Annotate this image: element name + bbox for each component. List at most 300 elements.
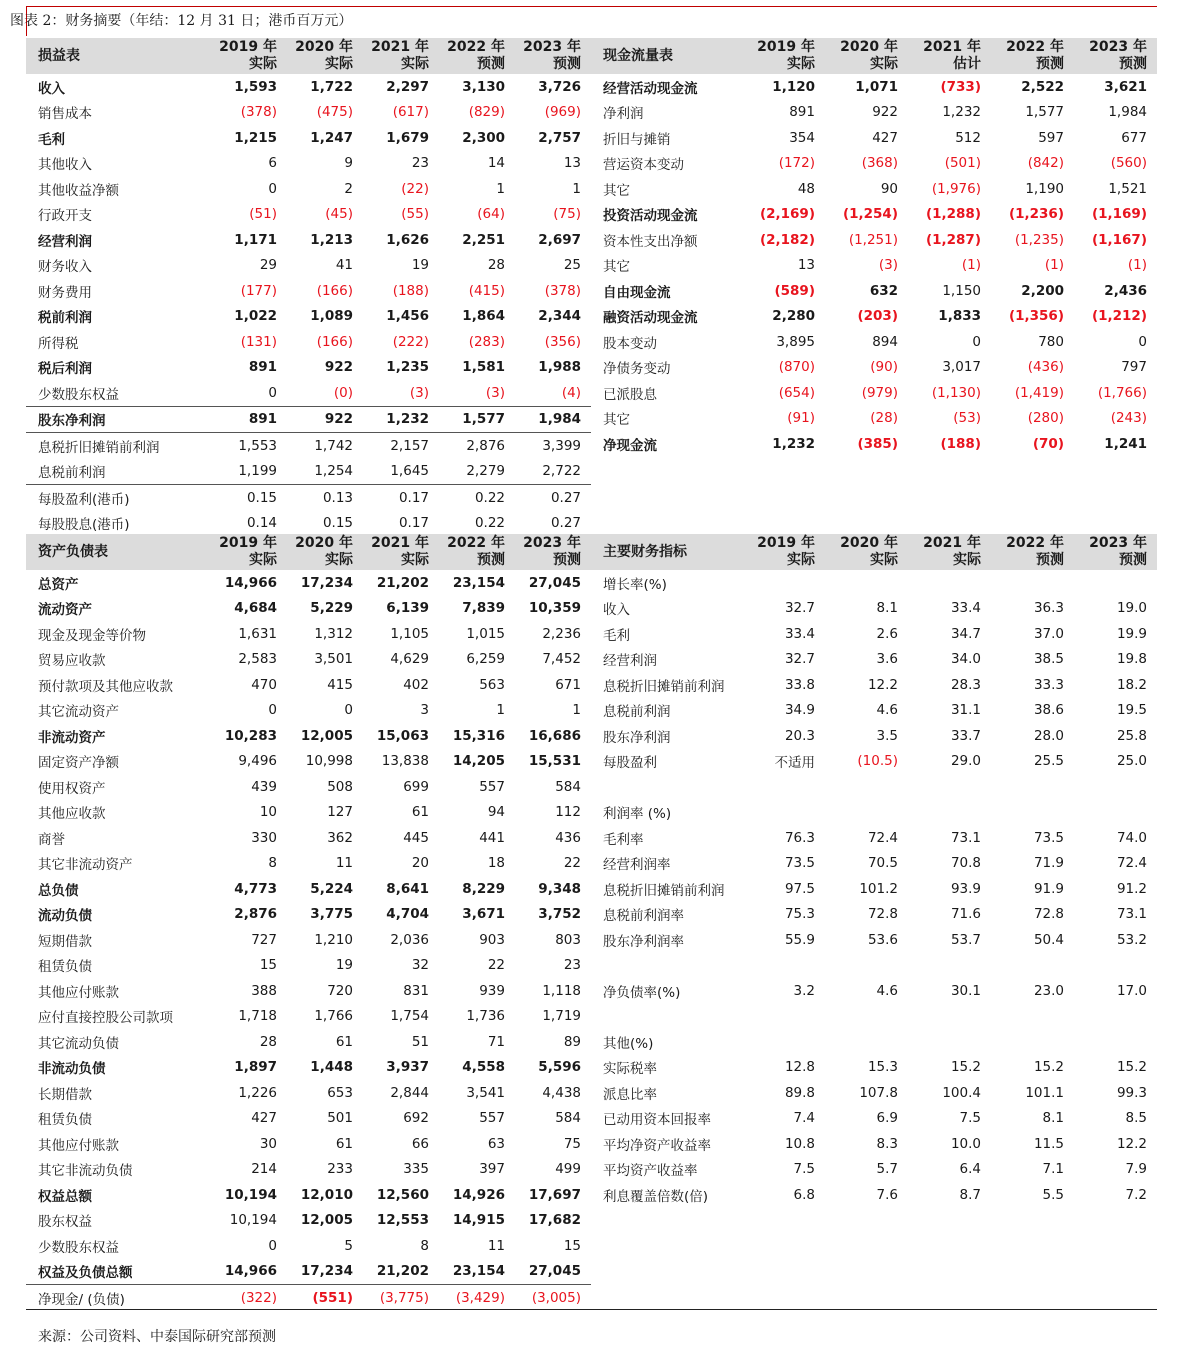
cell-value bbox=[741, 800, 825, 826]
cell-value: 0.17 bbox=[398, 489, 429, 506]
cell-value: 61 bbox=[411, 804, 429, 821]
cell-value: 1,232 bbox=[363, 406, 439, 433]
row-label: 息税折旧摊销前利润 bbox=[38, 439, 160, 456]
cell-value: 17.0 bbox=[1116, 982, 1147, 999]
cell-value: 12.8 bbox=[784, 1059, 815, 1076]
row-label: 其它 bbox=[603, 259, 630, 276]
cell-value: 15,063 bbox=[376, 727, 429, 744]
cell-value: 1,456 bbox=[386, 308, 429, 325]
cell-value: 53.7 bbox=[950, 931, 981, 948]
row-label: 所得税 bbox=[38, 335, 79, 352]
table-row bbox=[591, 100, 1157, 126]
column-header: 2019 年 实际 bbox=[211, 38, 287, 74]
row-label: 股东净利润 bbox=[603, 729, 671, 746]
cell-value: 13 bbox=[563, 155, 581, 172]
cell-value: (617) bbox=[392, 104, 429, 121]
row-label: 非流动资产 bbox=[38, 729, 106, 746]
cell-value bbox=[1074, 800, 1157, 826]
cell-value: 803 bbox=[555, 931, 581, 948]
cell-value: (1,212) bbox=[1091, 308, 1147, 325]
row-label: 资本性支出净额 bbox=[603, 233, 698, 250]
cell-value: 1,232 bbox=[772, 435, 815, 452]
table-row bbox=[591, 902, 1157, 928]
column-header: 2021 年 实际 bbox=[363, 534, 439, 570]
cell-value: 33.7 bbox=[950, 727, 981, 744]
cell-value: 91.2 bbox=[1116, 880, 1147, 897]
cell-value: 5 bbox=[344, 1237, 353, 1254]
cell-value: 14,926 bbox=[452, 1186, 505, 1203]
cell-value: 38.5 bbox=[1033, 651, 1064, 668]
cell-value: 25 bbox=[563, 257, 581, 274]
cell-value: 0.14 bbox=[246, 515, 277, 532]
cell-value: 0.27 bbox=[550, 515, 581, 532]
cell-value: 4,438 bbox=[542, 1084, 581, 1101]
table-row bbox=[26, 774, 591, 800]
row-label: 商誉 bbox=[38, 831, 65, 848]
cell-value bbox=[908, 1004, 991, 1030]
cell-value: 32 bbox=[411, 957, 429, 974]
cell-value: 14,966 bbox=[224, 574, 277, 591]
cell-value: 1,719 bbox=[542, 1008, 581, 1025]
cell-value: (385) bbox=[857, 435, 898, 452]
cell-value: 17,234 bbox=[300, 574, 353, 591]
cell-value: 7.2 bbox=[1125, 1186, 1147, 1203]
cell-value: (70) bbox=[1032, 435, 1064, 452]
table-row bbox=[26, 1285, 591, 1311]
cell-value: 1,213 bbox=[310, 231, 353, 248]
cell-value: 415 bbox=[327, 676, 353, 693]
cell-value: (172) bbox=[778, 155, 815, 172]
cell-value: 597 bbox=[1038, 129, 1064, 146]
cell-value: 63 bbox=[487, 1135, 505, 1152]
cell-value: 692 bbox=[403, 1110, 429, 1127]
cell-value: (1,130) bbox=[931, 384, 981, 401]
cell-value: 388 bbox=[251, 982, 277, 999]
cell-value bbox=[991, 774, 1074, 800]
cell-value bbox=[991, 800, 1074, 826]
row-label: 每股盈利(港币) bbox=[38, 491, 130, 508]
cell-value: 36.3 bbox=[1033, 600, 1064, 617]
cell-value: 53.6 bbox=[867, 931, 898, 948]
cell-value: 11 bbox=[487, 1237, 505, 1254]
cell-value: 9,348 bbox=[538, 880, 581, 897]
cell-value: 25.5 bbox=[1033, 753, 1064, 770]
cell-value: 3,671 bbox=[462, 906, 505, 923]
table-row bbox=[591, 596, 1157, 622]
cell-value: 1,235 bbox=[386, 359, 429, 376]
cell-value: 2,236 bbox=[542, 625, 581, 642]
cell-value: 13,838 bbox=[381, 753, 429, 770]
row-label: 利润率 (%) bbox=[603, 806, 672, 823]
cell-value: 30 bbox=[259, 1135, 277, 1152]
cell-value: 1,593 bbox=[234, 78, 277, 95]
cell-value: (166) bbox=[316, 333, 353, 350]
cell-value: 354 bbox=[789, 129, 815, 146]
cell-value: 4.6 bbox=[876, 982, 898, 999]
cell-value: 508 bbox=[327, 778, 353, 795]
cell-value: 22 bbox=[487, 957, 505, 974]
cell-value: 512 bbox=[955, 129, 981, 146]
cell-value: 1,626 bbox=[386, 231, 429, 248]
cell-value: 50.4 bbox=[1033, 931, 1064, 948]
cell-value: 75.3 bbox=[784, 906, 815, 923]
cell-value: 25.0 bbox=[1116, 753, 1147, 770]
row-label: 其它非流动负债 bbox=[38, 1163, 133, 1180]
cell-value: (560) bbox=[1110, 155, 1147, 172]
table-row bbox=[26, 406, 591, 433]
cell-value: 441 bbox=[479, 829, 505, 846]
cell-value: (177) bbox=[240, 282, 277, 299]
cell-value: (1,254) bbox=[842, 206, 898, 223]
cell-value: 5.5 bbox=[1042, 1186, 1064, 1203]
row-label: 营运资本变动 bbox=[603, 157, 684, 174]
cell-value: 72.4 bbox=[1116, 855, 1147, 872]
cell-value: (131) bbox=[240, 333, 277, 350]
cell-value: 23 bbox=[411, 155, 429, 172]
cell-value: 20 bbox=[411, 855, 429, 872]
cell-value: 1 bbox=[572, 180, 581, 197]
cell-value: 33.3 bbox=[1033, 676, 1064, 693]
row-label: 其它流动资产 bbox=[38, 704, 119, 721]
cell-value: 73.1 bbox=[1116, 906, 1147, 923]
cell-value: 2,876 bbox=[234, 906, 277, 923]
table-row bbox=[591, 1004, 1157, 1030]
cell-value: (551) bbox=[312, 1289, 353, 1306]
cell-value: 15.3 bbox=[867, 1059, 898, 1076]
cell-value: 427 bbox=[251, 1110, 277, 1127]
cell-value bbox=[825, 1004, 908, 1030]
cell-value: 1,254 bbox=[287, 459, 363, 485]
cell-value: (188) bbox=[392, 282, 429, 299]
cell-value: 34.7 bbox=[950, 625, 981, 642]
cell-value bbox=[991, 570, 1074, 596]
table-row bbox=[26, 749, 591, 775]
row-label: 经营利润 bbox=[603, 653, 657, 670]
cell-value: 51 bbox=[411, 1033, 429, 1050]
cell-value: (2,182) bbox=[759, 231, 815, 248]
cell-value: (45) bbox=[325, 206, 353, 223]
cell-value: 19.5 bbox=[1116, 702, 1147, 719]
row-label: 固定资产净额 bbox=[38, 755, 119, 772]
cell-value: 8 bbox=[420, 1237, 429, 1254]
table-row bbox=[26, 1029, 591, 1055]
table-row bbox=[591, 749, 1157, 775]
cell-value: 1,241 bbox=[1104, 435, 1147, 452]
table-row bbox=[26, 253, 591, 279]
cell-value: 436 bbox=[555, 829, 581, 846]
cell-value bbox=[741, 953, 825, 979]
cell-value: (1,236) bbox=[1008, 206, 1064, 223]
row-label: 少数股东权益 bbox=[38, 1239, 119, 1256]
cell-value: 3,017 bbox=[942, 359, 981, 376]
cell-value: 8 bbox=[268, 855, 277, 872]
row-label: 毛利率 bbox=[603, 831, 644, 848]
cell-value bbox=[991, 1004, 1074, 1030]
cell-value: 7.9 bbox=[1125, 1161, 1147, 1178]
row-label: 其它流动负债 bbox=[38, 1035, 119, 1052]
cell-value: 1,897 bbox=[234, 1059, 277, 1076]
cell-value: 2,583 bbox=[238, 651, 277, 668]
table-row bbox=[591, 876, 1157, 902]
cell-value: 2,757 bbox=[538, 129, 581, 146]
header-row bbox=[26, 38, 591, 74]
cell-value: 6.4 bbox=[959, 1161, 981, 1178]
cell-value: 72.4 bbox=[867, 829, 898, 846]
cell-value: 13 bbox=[797, 257, 815, 274]
table-row bbox=[26, 978, 591, 1004]
cell-value: 4,558 bbox=[462, 1059, 505, 1076]
row-label: 股本变动 bbox=[603, 335, 657, 352]
cell-value: 18 bbox=[487, 855, 505, 872]
cell-value: (733) bbox=[940, 78, 981, 95]
section-title: 主要财务指标 bbox=[591, 534, 741, 570]
cell-value: 0 bbox=[268, 384, 277, 401]
cell-value: 0 bbox=[268, 1237, 277, 1254]
row-label: 收入 bbox=[38, 80, 65, 97]
cell-value: 2,251 bbox=[462, 231, 505, 248]
cell-value: 922 bbox=[287, 406, 363, 433]
cell-value: 12,010 bbox=[300, 1186, 353, 1203]
cell-value: 7,839 bbox=[462, 600, 505, 617]
cell-value: 12,005 bbox=[300, 1212, 353, 1229]
table-row bbox=[591, 329, 1157, 355]
table-row bbox=[26, 851, 591, 877]
cell-value: 1,988 bbox=[538, 359, 581, 376]
table-row bbox=[591, 570, 1157, 596]
cell-value: 7.1 bbox=[1042, 1161, 1064, 1178]
cell-value: 720 bbox=[327, 982, 353, 999]
cell-value: 1,150 bbox=[942, 282, 981, 299]
row-label: 净现金/ (负债) bbox=[38, 1291, 125, 1308]
column-header: 2023 年 预测 bbox=[515, 534, 591, 570]
cell-value: 8,229 bbox=[462, 880, 505, 897]
cell-value: (1,766) bbox=[1097, 384, 1147, 401]
cell-value: (1,288) bbox=[925, 206, 981, 223]
cell-value: 19 bbox=[411, 257, 429, 274]
cell-value: 41 bbox=[335, 257, 353, 274]
cell-value: 2,036 bbox=[390, 931, 429, 948]
cell-value: 9 bbox=[344, 155, 353, 172]
cell-value: 1,247 bbox=[310, 129, 353, 146]
cell-value: 33.8 bbox=[784, 676, 815, 693]
table-row bbox=[26, 1131, 591, 1157]
table-row bbox=[591, 406, 1157, 432]
cell-value: 1,071 bbox=[855, 78, 898, 95]
cell-value: 5,224 bbox=[310, 880, 353, 897]
cell-value: 4,773 bbox=[234, 880, 277, 897]
cell-value: 66 bbox=[411, 1135, 429, 1152]
cell-value: 71 bbox=[487, 1033, 505, 1050]
cell-value: 37.0 bbox=[1033, 625, 1064, 642]
row-label: 息税前利润率 bbox=[603, 908, 684, 925]
cell-value: 1,089 bbox=[310, 308, 353, 325]
table-row bbox=[26, 100, 591, 126]
cell-value: 1 bbox=[572, 702, 581, 719]
cell-value: 20.3 bbox=[784, 727, 815, 744]
row-label: 息税前利润 bbox=[603, 704, 671, 721]
cell-value: 5.7 bbox=[876, 1161, 898, 1178]
row-label: 权益总额 bbox=[38, 1188, 92, 1205]
table-row bbox=[26, 1208, 591, 1234]
table-row bbox=[26, 380, 591, 406]
cell-value: (28) bbox=[870, 410, 898, 427]
cell-value: 34.0 bbox=[950, 651, 981, 668]
cell-value bbox=[1074, 1029, 1157, 1055]
cell-value: 3,775 bbox=[310, 906, 353, 923]
cell-value: 2,157 bbox=[390, 437, 429, 454]
cell-value: 11 bbox=[335, 855, 353, 872]
cell-value: 1,312 bbox=[314, 625, 353, 642]
table-row bbox=[26, 1106, 591, 1132]
column-header: 2020 年 实际 bbox=[287, 534, 363, 570]
cell-value: (3) bbox=[409, 384, 429, 401]
table-row bbox=[26, 876, 591, 902]
cell-value: 3.5 bbox=[876, 727, 898, 744]
row-label: 其它非流动资产 bbox=[38, 857, 133, 874]
cell-value: 14,915 bbox=[452, 1212, 505, 1229]
cell-value: 7.5 bbox=[959, 1110, 981, 1127]
cell-value bbox=[825, 800, 908, 826]
cell-value: (1,356) bbox=[1008, 308, 1064, 325]
cell-value: 10 bbox=[259, 804, 277, 821]
cell-value: 7,452 bbox=[542, 651, 581, 668]
cell-value: 2,722 bbox=[515, 459, 591, 485]
cell-value: (3) bbox=[878, 257, 898, 274]
cell-value: 8.3 bbox=[876, 1135, 898, 1152]
cell-value: 3,501 bbox=[314, 651, 353, 668]
cell-value: 91.9 bbox=[1033, 880, 1064, 897]
cell-value: 1,679 bbox=[386, 129, 429, 146]
cell-value: 427 bbox=[872, 129, 898, 146]
row-label: 应付直接控股公司款项 bbox=[38, 1010, 173, 1027]
table-row bbox=[26, 176, 591, 202]
column-header: 2020 年 实际 bbox=[287, 38, 363, 74]
cell-value: 0 bbox=[972, 333, 981, 350]
cell-value: 71.6 bbox=[950, 906, 981, 923]
table-row bbox=[26, 1182, 591, 1208]
cell-value: 29 bbox=[259, 257, 277, 274]
cell-value: (3,429) bbox=[455, 1289, 505, 1306]
cell-value: (91) bbox=[787, 410, 815, 427]
cell-value: 10,194 bbox=[224, 1186, 277, 1203]
table-row bbox=[591, 953, 1157, 979]
cell-value: 727 bbox=[251, 931, 277, 948]
table-row bbox=[26, 151, 591, 177]
table-row bbox=[26, 596, 591, 622]
table-row bbox=[26, 1259, 591, 1285]
table-row bbox=[591, 698, 1157, 724]
column-header: 2019 年 实际 bbox=[211, 534, 287, 570]
cell-value: 1,645 bbox=[363, 459, 439, 485]
cell-value: 7.5 bbox=[793, 1161, 815, 1178]
table-row bbox=[26, 825, 591, 851]
table-row bbox=[591, 1182, 1157, 1208]
cell-value: 677 bbox=[1121, 129, 1147, 146]
table-row bbox=[591, 825, 1157, 851]
cell-value: 17,682 bbox=[528, 1212, 581, 1229]
table-row bbox=[591, 431, 1157, 457]
cell-value: 32.7 bbox=[784, 651, 815, 668]
row-label: 其它 bbox=[603, 412, 630, 429]
table-row bbox=[26, 227, 591, 253]
cell-value: 12.2 bbox=[867, 676, 898, 693]
cell-value: 7.4 bbox=[793, 1110, 815, 1127]
cell-value: 1,171 bbox=[234, 231, 277, 248]
cell-value: 2,697 bbox=[538, 231, 581, 248]
cell-value: 19.9 bbox=[1116, 625, 1147, 642]
header-row bbox=[26, 534, 591, 570]
row-label: 总负债 bbox=[38, 882, 79, 899]
row-label: 短期借款 bbox=[38, 933, 92, 950]
cell-value: 28 bbox=[259, 1033, 277, 1050]
cell-value: 3,726 bbox=[538, 78, 581, 95]
cell-value: 8.1 bbox=[1042, 1110, 1064, 1127]
table-row bbox=[26, 1080, 591, 1106]
cell-value: 1,754 bbox=[390, 1008, 429, 1025]
figure-title: 图表 2：财务摘要（年结：12 月 31 日；港币百万元） bbox=[10, 13, 353, 29]
row-label: 预付款项及其他应收款 bbox=[38, 678, 173, 695]
column-header: 2021 年 实际 bbox=[363, 38, 439, 74]
cell-value: 1,984 bbox=[1108, 104, 1147, 121]
table-row bbox=[591, 1080, 1157, 1106]
cell-value bbox=[1074, 1004, 1157, 1030]
bottom-rule bbox=[26, 1309, 1157, 1310]
cell-value bbox=[825, 570, 908, 596]
table-row bbox=[26, 459, 591, 485]
table-row bbox=[26, 74, 591, 100]
cell-value: 70.8 bbox=[950, 855, 981, 872]
table-row bbox=[26, 304, 591, 330]
cell-value: 3,752 bbox=[538, 906, 581, 923]
cell-value: 17,234 bbox=[287, 1259, 363, 1285]
cell-value: 107.8 bbox=[859, 1084, 898, 1101]
cell-value: (4) bbox=[561, 384, 581, 401]
cell-value: 6,259 bbox=[466, 651, 505, 668]
cell-value: 12,560 bbox=[376, 1186, 429, 1203]
row-label: 收入 bbox=[603, 602, 630, 619]
cell-value: 1,448 bbox=[310, 1059, 353, 1076]
cell-value: 9,496 bbox=[238, 753, 277, 770]
table-row bbox=[591, 125, 1157, 151]
cell-value: (53) bbox=[953, 410, 981, 427]
cell-value: 12,005 bbox=[300, 727, 353, 744]
cell-value: 1,766 bbox=[314, 1008, 353, 1025]
cell-value: (51) bbox=[249, 206, 277, 223]
cell-value: 1,015 bbox=[466, 625, 505, 642]
row-label: 财务费用 bbox=[38, 284, 92, 301]
table-row bbox=[591, 202, 1157, 228]
cell-value: 0.22 bbox=[474, 515, 505, 532]
cell-value: (280) bbox=[1027, 410, 1064, 427]
cell-value: (378) bbox=[544, 282, 581, 299]
cell-value: 28 bbox=[487, 257, 505, 274]
cell-value: 335 bbox=[403, 1161, 429, 1178]
table-row bbox=[591, 74, 1157, 100]
cell-value: 10.0 bbox=[950, 1135, 981, 1152]
row-label: 毛利 bbox=[603, 627, 630, 644]
row-label: 折旧与摊销 bbox=[603, 131, 671, 148]
table-row bbox=[591, 253, 1157, 279]
cell-value: 891 bbox=[789, 104, 815, 121]
column-header: 2023 年 预测 bbox=[515, 38, 591, 74]
cell-value: 362 bbox=[327, 829, 353, 846]
row-label: 实际税率 bbox=[603, 1061, 657, 1078]
cell-value: 72.8 bbox=[1033, 906, 1064, 923]
row-label: 其他应收款 bbox=[38, 806, 106, 823]
cell-value: 1,232 bbox=[942, 104, 981, 121]
cell-value: 330 bbox=[251, 829, 277, 846]
table-row bbox=[26, 800, 591, 826]
